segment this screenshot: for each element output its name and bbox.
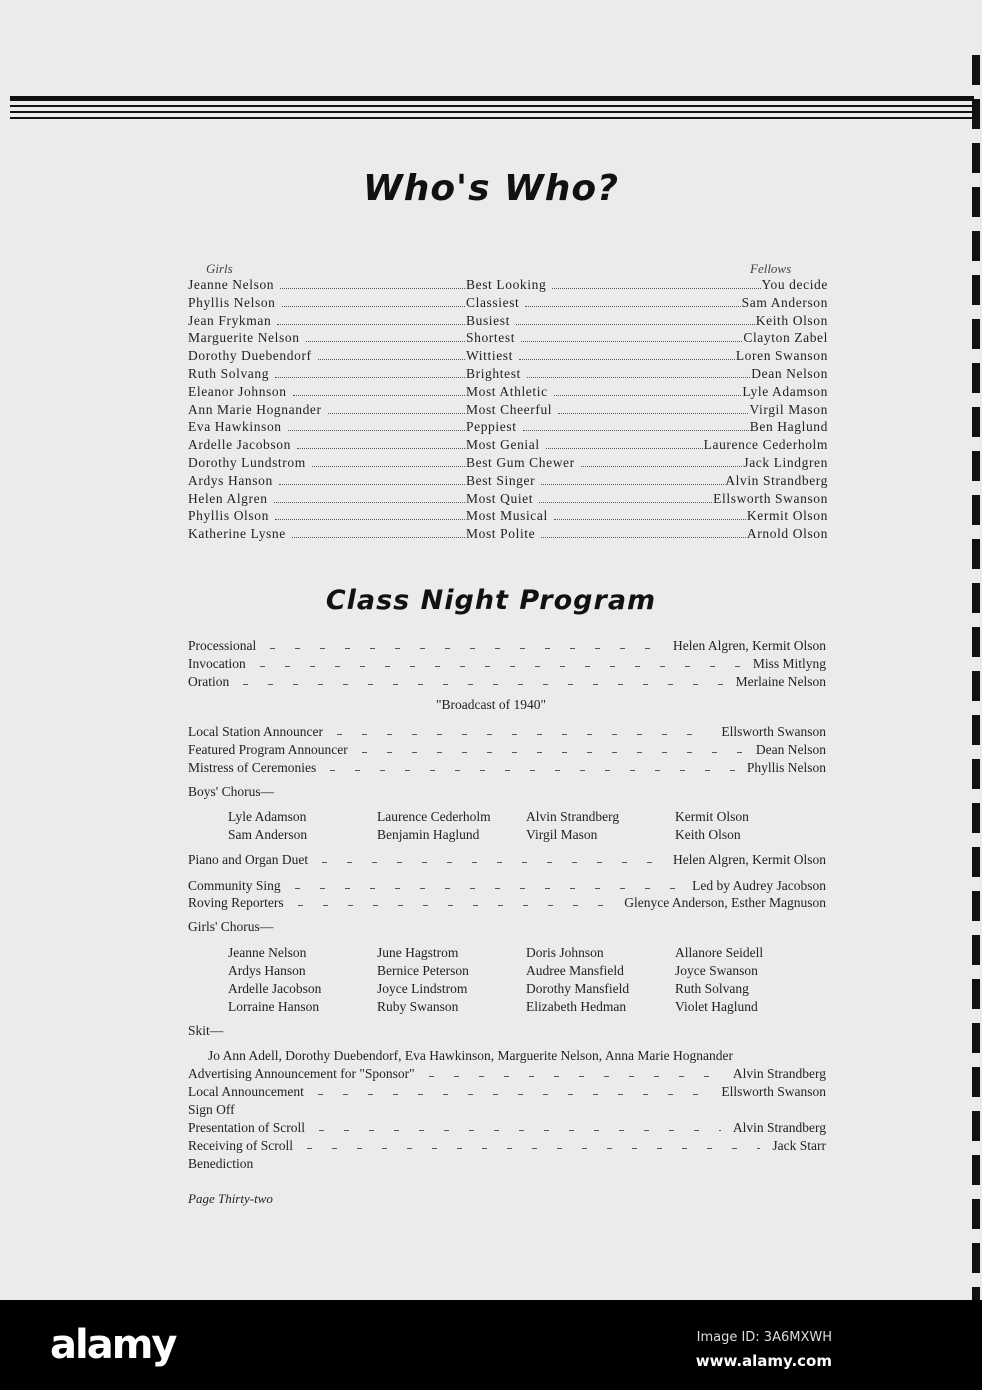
fellow-name: Sam Anderson bbox=[741, 294, 828, 310]
dot-leader bbox=[318, 358, 465, 360]
program-item-label: Processional bbox=[188, 638, 257, 653]
girls-chorus-member: Lorraine Hanson bbox=[228, 999, 320, 1014]
program-item bbox=[188, 1102, 826, 1120]
dot-leader bbox=[523, 429, 749, 431]
girl-name: Katherine Lysne bbox=[188, 526, 286, 542]
dot-leader bbox=[541, 536, 746, 538]
award-title: Busiest bbox=[466, 312, 510, 328]
fellow-name: Dean Nelson bbox=[751, 366, 828, 381]
binding-mark bbox=[972, 715, 980, 745]
girl-cell bbox=[188, 508, 466, 524]
dot-leader bbox=[539, 501, 712, 503]
title-cell bbox=[466, 419, 750, 435]
girl-cell bbox=[188, 437, 466, 453]
program-item-performer: Jack Starr bbox=[772, 1138, 826, 1153]
binding-mark bbox=[972, 1243, 980, 1273]
girl-name: Ardelle Jacobson bbox=[188, 437, 291, 453]
program-item-label: Community Sing bbox=[188, 878, 281, 893]
site-url: www.alamy.com bbox=[695, 1352, 832, 1370]
dot-leader bbox=[527, 376, 750, 378]
program-item-label: Presentation of Scroll bbox=[188, 1120, 305, 1135]
program-item bbox=[188, 638, 826, 656]
fellow-name: You decide bbox=[761, 277, 828, 292]
girl-name: Ardys Hanson bbox=[188, 472, 273, 488]
program-item-performer: Led by Audrey Jacobson bbox=[692, 878, 826, 893]
whos-who-row bbox=[188, 419, 828, 437]
dot-leader bbox=[279, 483, 465, 485]
fellow-name: Arnold Olson bbox=[746, 526, 828, 542]
dot-leader bbox=[292, 536, 465, 538]
girls-chorus-label: Girls' Chorus— bbox=[188, 919, 274, 934]
boys-chorus-member: Alvin Strandberg bbox=[526, 809, 620, 824]
girls-chorus-member: Dorothy Mansfield bbox=[526, 981, 630, 996]
girl-name: Eleanor Johnson bbox=[188, 383, 287, 399]
program-item-performer: Helen Algren, Kermit Olson bbox=[673, 638, 826, 653]
fellow-name: Kermit Olson bbox=[746, 508, 828, 524]
program-item-performer: Alvin Strandberg bbox=[732, 1120, 826, 1135]
award-title: Most Quiet bbox=[466, 490, 534, 506]
dash-leader bbox=[243, 684, 723, 686]
whos-who-title: Who's Who? bbox=[362, 168, 619, 209]
dot-leader bbox=[581, 465, 743, 467]
binding-mark bbox=[972, 1155, 980, 1185]
dot-leader bbox=[525, 305, 740, 307]
whos-who-row bbox=[188, 491, 828, 509]
boys-chorus-member: Keith Olson bbox=[675, 827, 741, 842]
fellow-name: Laurence Cederholm bbox=[703, 437, 828, 453]
program-item bbox=[188, 1138, 826, 1156]
whos-who-row bbox=[188, 330, 828, 348]
girls-header: Girls bbox=[206, 261, 233, 276]
girl-name: Helen Algren bbox=[188, 490, 268, 506]
dash-leader bbox=[298, 905, 613, 907]
girl-name: Jean Frykman bbox=[188, 312, 272, 328]
header-rule bbox=[10, 96, 974, 101]
program-item-performer: Glenyce Anderson, Esther Magnuson bbox=[624, 895, 826, 910]
program-item bbox=[188, 742, 826, 760]
program-item-performer: Helen Algren, Kermit Olson bbox=[673, 852, 826, 867]
fellow-name: Loren Swanson bbox=[735, 348, 828, 364]
dot-leader bbox=[516, 323, 755, 325]
binding-mark bbox=[972, 759, 980, 789]
award-title: Brightest bbox=[466, 366, 521, 381]
girl-cell bbox=[188, 402, 466, 418]
whos-who-row bbox=[188, 473, 828, 491]
fellow-name: Clayton Zabel bbox=[743, 330, 828, 346]
whos-who-row bbox=[188, 295, 828, 313]
alamy-logo: alamy bbox=[50, 1322, 176, 1368]
program-item-label: Piano and Organ Duet bbox=[188, 852, 309, 867]
fellow-name: Lyle Adamson bbox=[742, 383, 828, 399]
girls-chorus-member: Ruth Solvang bbox=[675, 981, 749, 996]
title-cell bbox=[466, 330, 743, 346]
girl-name: Marguerite Nelson bbox=[188, 330, 300, 346]
award-title: Most Cheerful bbox=[466, 401, 553, 417]
title-cell bbox=[466, 295, 742, 311]
dash-leader bbox=[337, 734, 709, 736]
dash-leader bbox=[362, 752, 744, 754]
dot-leader bbox=[274, 501, 465, 503]
girls-chorus-member: Joyce Lindstrom bbox=[377, 981, 468, 996]
program-item-performer: Merlaine Nelson bbox=[735, 674, 826, 689]
binding-mark bbox=[972, 231, 980, 261]
girl-cell bbox=[188, 295, 466, 311]
title-cell bbox=[466, 402, 749, 418]
award-title: Most Musical bbox=[466, 508, 548, 524]
girl-cell bbox=[188, 384, 466, 400]
program-item bbox=[188, 760, 826, 778]
dot-leader bbox=[554, 518, 746, 520]
dot-leader bbox=[280, 287, 465, 289]
binding-mark bbox=[972, 539, 980, 569]
fellow-name: Keith Olson bbox=[755, 312, 828, 328]
dash-leader bbox=[319, 1130, 721, 1132]
skit-cast: Jo Ann Adell, Dorothy Duebendorf, Eva Hawkinson, Marguerite Nelson, Anna Marie Hognander bbox=[208, 1048, 734, 1063]
dot-leader bbox=[552, 287, 760, 289]
header-rule bbox=[10, 111, 974, 113]
whos-who-row bbox=[188, 437, 828, 455]
program-item-performer: Ellsworth Swanson bbox=[721, 1084, 826, 1099]
award-title: Most Genial bbox=[466, 437, 540, 453]
girl-name: Dorothy Duebendorf bbox=[188, 348, 312, 364]
dot-leader bbox=[275, 376, 465, 378]
program-item-label: Advertising Announcement for "Sponsor" bbox=[188, 1066, 415, 1081]
girl-cell bbox=[188, 455, 466, 471]
award-title: Best Looking bbox=[466, 277, 547, 292]
watermark-footer bbox=[0, 1300, 982, 1390]
girls-chorus-grid bbox=[228, 944, 824, 1016]
program-item-label: Mistress of Ceremonies bbox=[188, 760, 317, 775]
boys-chorus-member: Kermit Olson bbox=[675, 809, 749, 824]
title-cell bbox=[466, 508, 747, 524]
girls-chorus-member: Ardys Hanson bbox=[228, 963, 306, 978]
girls-chorus-member: Elizabeth Hedman bbox=[526, 999, 627, 1014]
girl-cell bbox=[188, 419, 466, 435]
binding-mark bbox=[972, 1067, 980, 1097]
dot-leader bbox=[277, 323, 465, 325]
girl-cell bbox=[188, 366, 466, 382]
girls-chorus-member: Bernice Peterson bbox=[377, 963, 469, 978]
boys-chorus-member: Lyle Adamson bbox=[228, 809, 307, 824]
dot-leader bbox=[306, 340, 465, 342]
dot-leader bbox=[541, 483, 724, 485]
title-cell bbox=[466, 348, 736, 364]
award-title: Peppiest bbox=[466, 419, 517, 435]
dot-leader bbox=[328, 412, 465, 414]
program-item-label: Sign Off bbox=[188, 1102, 235, 1117]
girls-chorus-member: Allanore Seidell bbox=[675, 945, 764, 960]
skit-label: Skit— bbox=[188, 1023, 224, 1038]
girl-cell bbox=[188, 473, 466, 489]
title-cell bbox=[466, 366, 751, 382]
dot-leader bbox=[288, 429, 465, 431]
whos-who-row bbox=[188, 402, 828, 420]
dot-leader bbox=[521, 340, 742, 342]
header-rule bbox=[10, 105, 974, 107]
program-item-label: Receiving of Scroll bbox=[188, 1138, 293, 1153]
title-cell bbox=[466, 277, 762, 293]
program-item-performer: Ellsworth Swanson bbox=[721, 724, 826, 739]
fellow-name: Virgil Mason bbox=[749, 401, 828, 417]
program-item-label: Invocation bbox=[188, 656, 246, 671]
binding-mark bbox=[972, 979, 980, 1009]
broadcast-title: "Broadcast of 1940" bbox=[436, 697, 546, 712]
program-item-label: Featured Program Announcer bbox=[188, 742, 348, 757]
whos-who-row bbox=[188, 526, 828, 544]
program-item-performer: Miss Mitlyng bbox=[752, 656, 826, 671]
girl-cell bbox=[188, 277, 466, 293]
binding-mark bbox=[972, 55, 980, 85]
whos-who-row bbox=[188, 277, 828, 295]
boys-chorus-member: Laurence Cederholm bbox=[377, 809, 491, 824]
girls-chorus-member: Ardelle Jacobson bbox=[228, 981, 322, 996]
fellow-name: Alvin Strandberg bbox=[725, 472, 828, 488]
binding-mark bbox=[972, 627, 980, 657]
girls-chorus-member: Jeanne Nelson bbox=[228, 945, 307, 960]
dot-leader bbox=[519, 358, 735, 360]
boys-chorus-member: Benjamin Haglund bbox=[377, 827, 480, 842]
dash-leader bbox=[260, 666, 741, 668]
page-number: Page Thirty-two bbox=[188, 1191, 273, 1206]
program-item-performer: Alvin Strandberg bbox=[732, 1066, 826, 1081]
binding-mark bbox=[972, 1023, 980, 1053]
girl-cell bbox=[188, 330, 466, 346]
girls-chorus-member: Joyce Swanson bbox=[675, 963, 758, 978]
dash-leader bbox=[270, 648, 661, 650]
award-title: Wittiest bbox=[466, 348, 514, 364]
dot-leader bbox=[293, 394, 465, 396]
binding-mark bbox=[972, 319, 980, 349]
award-title: Classiest bbox=[466, 294, 520, 310]
award-title: Best Gum Chewer bbox=[466, 455, 575, 470]
program-item bbox=[188, 1066, 826, 1084]
whos-who-row bbox=[188, 384, 828, 402]
title-cell bbox=[466, 437, 704, 453]
dash-leader bbox=[318, 1094, 710, 1096]
title-cell bbox=[466, 384, 742, 400]
award-title: Shortest bbox=[466, 330, 516, 346]
dot-leader bbox=[275, 518, 465, 520]
program-item-label: Local Announcement bbox=[188, 1084, 304, 1099]
program-item bbox=[188, 724, 826, 742]
program-item bbox=[188, 878, 826, 896]
title-cell bbox=[466, 473, 725, 489]
title-cell bbox=[466, 526, 747, 542]
program-item bbox=[188, 852, 826, 870]
girl-cell bbox=[188, 526, 466, 542]
girl-cell bbox=[188, 491, 466, 507]
binding-mark bbox=[972, 891, 980, 921]
binding-mark bbox=[972, 847, 980, 877]
dash-leader bbox=[295, 888, 680, 890]
girls-chorus-member: Doris Johnson bbox=[526, 945, 604, 960]
whos-who-row bbox=[188, 455, 828, 473]
award-title: Most Athletic bbox=[466, 383, 548, 399]
girls-chorus-member: Audree Mansfield bbox=[526, 963, 624, 978]
dot-leader bbox=[282, 305, 465, 307]
whos-who-row bbox=[188, 508, 828, 526]
girl-name: Ruth Solvang bbox=[188, 366, 270, 381]
girl-name: Jeanne Nelson bbox=[188, 277, 275, 292]
whos-who-row bbox=[188, 313, 828, 331]
program-item bbox=[188, 895, 826, 913]
fellows-header: Fellows bbox=[750, 261, 792, 276]
title-cell bbox=[466, 491, 713, 507]
dot-leader bbox=[312, 465, 465, 467]
boys-chorus-label: Boys' Chorus— bbox=[188, 784, 275, 799]
binding-mark bbox=[972, 99, 980, 129]
header-rule bbox=[10, 117, 974, 119]
program-item-performer: Phyllis Nelson bbox=[746, 760, 826, 775]
binding-mark bbox=[972, 275, 980, 305]
program-item bbox=[188, 1156, 826, 1174]
boys-chorus-member: Virgil Mason bbox=[526, 827, 598, 842]
dash-leader bbox=[429, 1076, 721, 1078]
program-item-label: Benediction bbox=[188, 1156, 254, 1171]
girls-chorus-member: Violet Haglund bbox=[675, 999, 758, 1014]
program-item bbox=[188, 1084, 826, 1102]
fellow-name: Jack Lindgren bbox=[743, 455, 828, 470]
binding-mark bbox=[972, 363, 980, 393]
boys-chorus-grid bbox=[228, 808, 824, 844]
dot-leader bbox=[297, 447, 465, 449]
dot-leader bbox=[554, 394, 742, 396]
program-title: Class Night Program bbox=[325, 585, 657, 616]
girl-name: Phyllis Olson bbox=[188, 508, 269, 524]
dot-leader bbox=[546, 447, 703, 449]
girls-chorus-member: Ruby Swanson bbox=[377, 999, 459, 1014]
program-item bbox=[188, 674, 826, 692]
dash-leader bbox=[330, 770, 735, 772]
binding-mark bbox=[972, 803, 980, 833]
dash-leader bbox=[322, 862, 661, 864]
program-item bbox=[188, 656, 826, 674]
binding-mark bbox=[972, 1111, 980, 1141]
girls-chorus-member: June Hagstrom bbox=[377, 945, 459, 960]
girl-name: Ann Marie Hognander bbox=[188, 401, 322, 417]
title-cell bbox=[466, 455, 743, 471]
dot-leader bbox=[558, 412, 748, 414]
boys-chorus-member: Sam Anderson bbox=[228, 827, 308, 842]
dash-leader bbox=[307, 1148, 760, 1150]
girl-cell bbox=[188, 313, 466, 329]
girl-name: Eva Hawkinson bbox=[188, 419, 282, 435]
fellow-name: Ellsworth Swanson bbox=[713, 490, 828, 506]
program-item bbox=[188, 1120, 826, 1138]
program-item-performer: Dean Nelson bbox=[755, 742, 826, 757]
program-item-label: Oration bbox=[188, 674, 230, 689]
image-id: Image ID: 3A6MXWH bbox=[696, 1330, 832, 1345]
title-cell bbox=[466, 313, 756, 329]
program-item-label: Local Station Announcer bbox=[188, 724, 323, 739]
whos-who-row bbox=[188, 348, 828, 366]
binding-mark bbox=[972, 407, 980, 437]
fellow-name: Ben Haglund bbox=[749, 419, 828, 435]
award-title: Most Polite bbox=[466, 526, 536, 542]
whos-who-row bbox=[188, 366, 828, 384]
award-title: Best Singer bbox=[466, 472, 536, 488]
binding-mark bbox=[972, 495, 980, 525]
girl-cell bbox=[188, 348, 466, 364]
program-item-label: Roving Reporters bbox=[188, 895, 284, 910]
binding-mark bbox=[972, 1199, 980, 1229]
binding-mark bbox=[972, 935, 980, 965]
girl-name: Phyllis Nelson bbox=[188, 294, 276, 310]
binding-mark bbox=[972, 451, 980, 481]
girl-name: Dorothy Lundstrom bbox=[188, 455, 306, 470]
